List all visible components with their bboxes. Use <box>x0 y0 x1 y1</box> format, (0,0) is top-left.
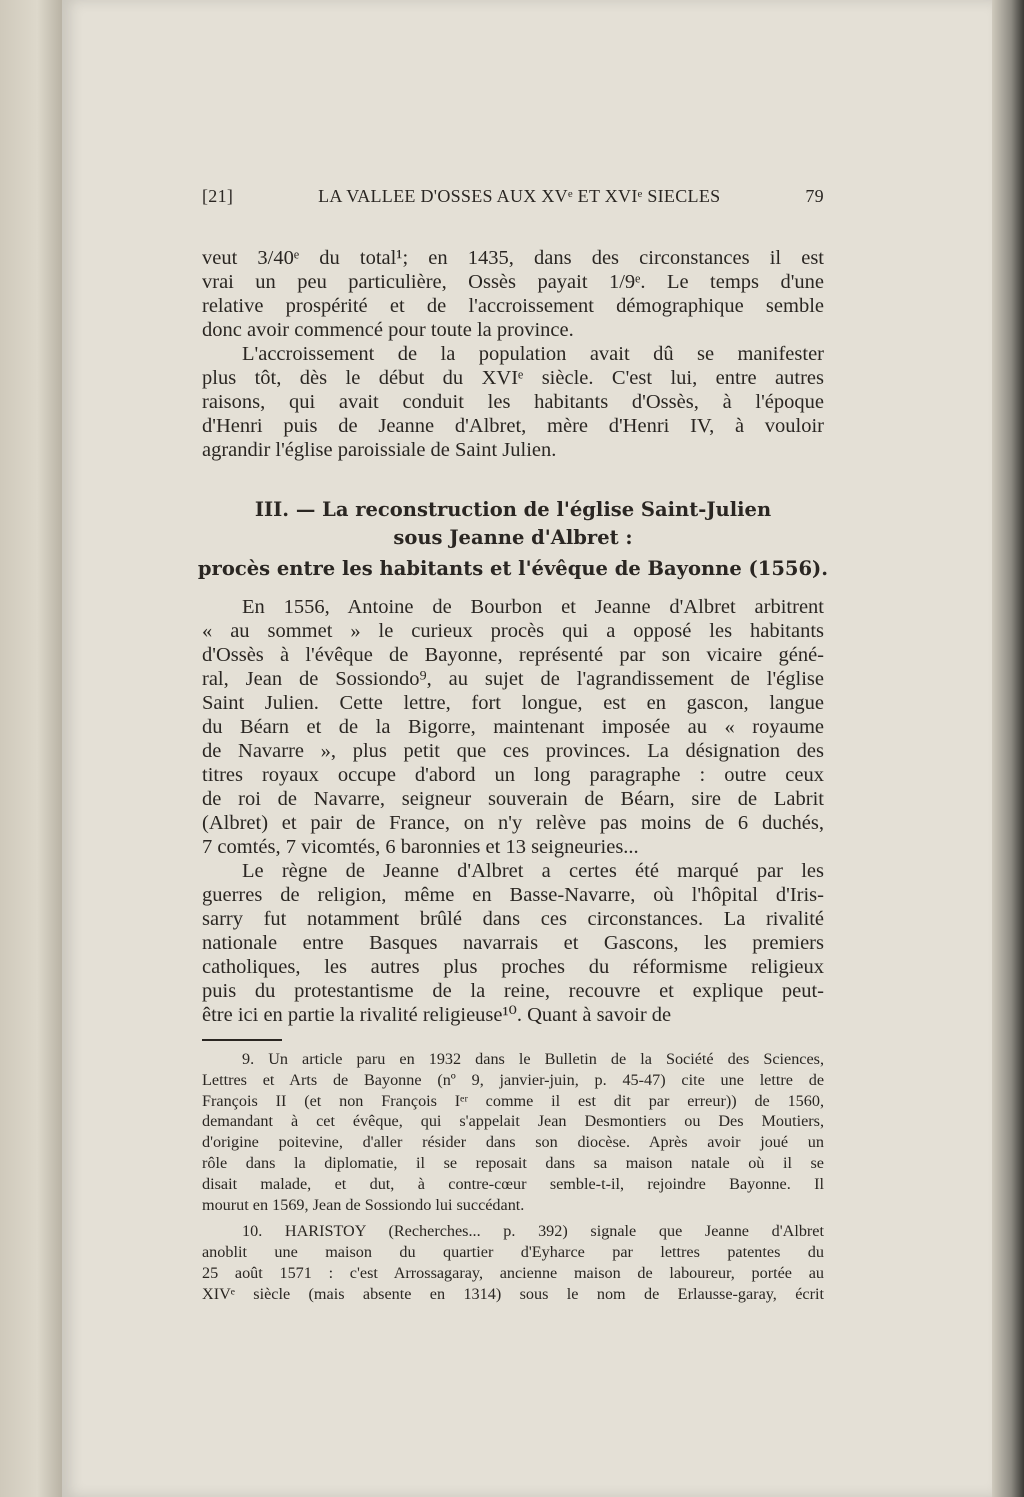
text-line: d'origine poitevine, d'aller résider dans son diocèse. Après avoir joué un <box>202 1133 824 1152</box>
section-heading-line: sous Jeanne d'Albret : <box>393 526 633 549</box>
text-line: raisons, qui avait conduit les habitants d'Ossès, à l'époque <box>202 391 824 413</box>
text-line: donc avoir commencé pour toute la province. <box>202 319 574 341</box>
text-line: de roi de Navarre, seigneur souverain de Béarn, sire de Labrit <box>202 788 824 810</box>
section-heading-subtitle: procès entre les habitants et l'évêque de Bayonne (1556). <box>197 557 829 580</box>
text-line: nationale entre Basques navarrais et Gascons, les premiers <box>202 932 824 954</box>
text-line: rôle dans la diplomatie, il se reposait dans sa maison natale où il se <box>202 1153 824 1172</box>
footnote-9 <box>202 1049 824 1215</box>
facing-page-edge <box>0 0 62 1497</box>
text-line: sarry fut notamment brûlé dans ces circonstances. La rivalité <box>202 908 824 930</box>
running-header <box>202 186 824 207</box>
section-heading-line: III. — La reconstruction de l'église Saint-Julien <box>254 498 772 521</box>
text-line: puis du protestantisme de la reine, recouvre et explique peut- <box>202 980 824 1002</box>
footnote-separator <box>202 1039 282 1041</box>
text-line: « au sommet » le curieux procès qui a opposé les habitants <box>202 620 824 642</box>
text-line: mourut en 1569, Jean de Sossiondo lui succédant. <box>202 1195 525 1214</box>
text-line: ral, Jean de Sossiondo⁹, au sujet de l'agrandissement de l'église <box>202 668 824 690</box>
section-heading <box>190 496 836 583</box>
text-line: 25 août 1571 : c'est Arrossagaray, ancienne maison de laboureur, portée au <box>202 1263 824 1282</box>
text-line: XIVᵉ siècle (mais absente en 1314) sous le nom de Erlausse-garay, écrit <box>202 1284 824 1303</box>
text-line: du Béarn et de la Bigorre, maintenant imposée au « royaume <box>202 716 824 738</box>
text-line: 10. HARISTOY (Recherches... p. 392) signale que Jeanne d'Albret <box>242 1222 824 1241</box>
text-line: relative prospérité et de l'accroissement démographique semble <box>202 295 824 317</box>
text-line: Le règne de Jeanne d'Albret a certes été marqué par les <box>242 860 824 882</box>
text-line: 9. Un article paru en 1932 dans le Bulletin de la Société des Sciences, <box>242 1050 824 1068</box>
text-line: (Albret) et pair de France, on n'y relève pas moins de 6 duchés, <box>202 812 824 834</box>
paragraph <box>202 859 824 1027</box>
paragraph <box>202 246 824 342</box>
text-line: Saint Julien. Cette lettre, fort longue, est en gascon, langue <box>202 692 824 714</box>
paragraph <box>202 342 824 462</box>
running-title: LA VALLEE D'OSSES AUX XVᵉ ET XVIᵉ SIECLES <box>318 186 721 206</box>
text-line: agrandir l'église paroissiale de Saint Julien. <box>202 439 557 461</box>
text-column <box>197 246 829 1305</box>
text-line: anoblit une maison du quartier d'Eyharce par lettres patentes du <box>202 1243 824 1262</box>
text-line: En 1556, Antoine de Bourbon et Jeanne d'Albret arbitrent <box>242 596 824 618</box>
text-line: L'accroissement de la population avait dû se manifester <box>242 343 824 365</box>
text-line: de Navarre », plus petit que ces provinces. La désignation des <box>202 740 824 762</box>
page-edge-shadow <box>992 0 1024 1497</box>
text-line: veut 3/40ᵉ du total¹; en 1435, dans des circonstances il est <box>202 247 824 269</box>
text-line: catholiques, les autres plus proches du réformisme religieux <box>202 956 824 978</box>
page-number: 79 <box>805 186 824 206</box>
text-line: plus tôt, dès le début du XVIᵉ siècle. C'est lui, entre autres <box>202 367 824 389</box>
text-line: disait malade, et dut, à contre-cœur semble-t-il, rejoindre Bayonne. Il <box>202 1174 824 1193</box>
paragraph <box>202 595 824 859</box>
text-line: 7 comtés, 7 vicomtés, 6 baronnies et 13 seigneuries... <box>202 836 639 858</box>
text-line: demandant à cet évêque, qui s'appelait Jean Desmontiers ou Des Moutiers, <box>202 1112 824 1131</box>
text-line: vrai un peu particulière, Ossès payait 1/9ᵉ. Le temps d'une <box>202 271 824 293</box>
text-line: d'Henri puis de Jeanne d'Albret, mère d'Henri IV, à vouloir <box>202 415 824 437</box>
text-line: titres royaux occupe d'abord un long paragraphe : outre ceux <box>202 764 824 786</box>
text-line: être ici en partie la rivalité religieuse¹⁰. Quant à savoir de <box>202 1004 672 1026</box>
text-line: guerres de religion, même en Basse-Navarre, où l'hôpital d'Iris- <box>202 884 824 906</box>
section-number: [21] <box>202 186 234 206</box>
text-line: Lettres et Arts de Bayonne (nº 9, janvier-juin, p. 45-47) cite une lettre de <box>202 1070 824 1089</box>
footnote-10 <box>202 1221 824 1304</box>
text-line: d'Ossès à l'évêque de Bayonne, représenté par son vicaire géné- <box>202 644 824 666</box>
text-line: François II (et non François Iᵉʳ comme il est dit par erreur)) de 1560, <box>202 1091 824 1110</box>
